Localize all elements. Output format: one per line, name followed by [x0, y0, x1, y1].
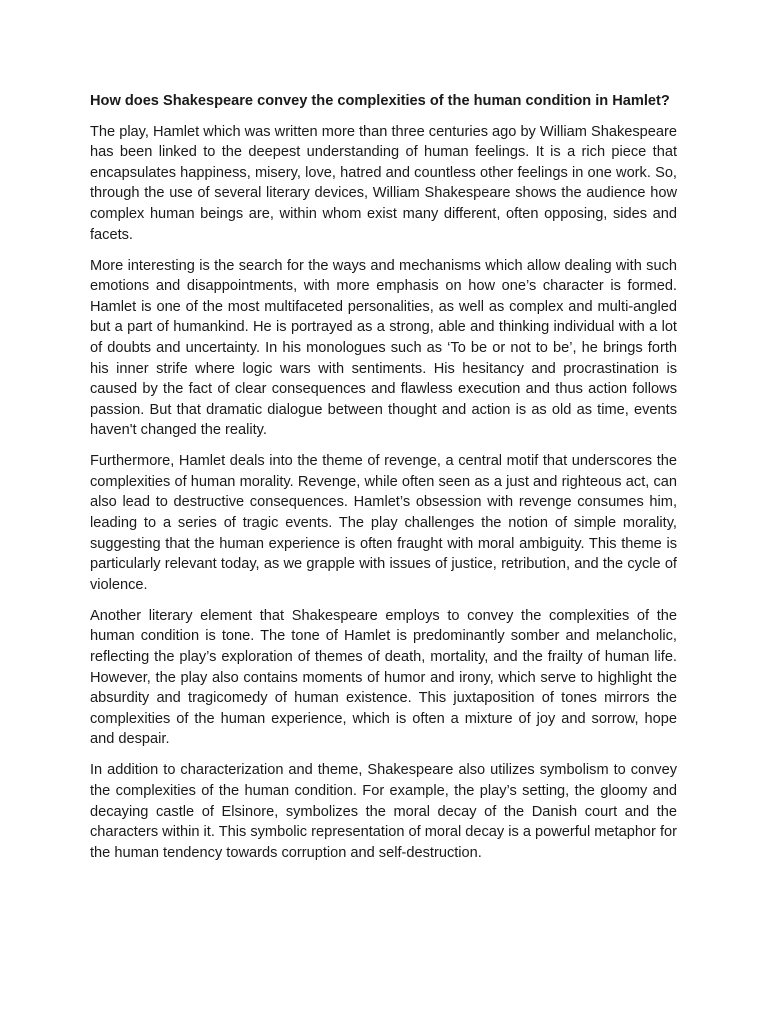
paragraph-5: In addition to characterization and theme, Shakespeare also utilizes symbolism to convey the complexities of the human condition. For example, the play’s setting, the gloomy and decaying castle of Elsinore, symbolizes the moral decay of the Danish court and the characters within it. This symbolic representation of moral decay is a powerful metaphor for the human tendency towards corruption and self-destruction. [90, 762, 677, 861]
paragraph-2: More interesting is the search for the ways and mechanisms which allow dealing with such emotions and disappointments, with more emphasis on how one’s character is formed. Hamlet is one of the most multifaceted personalities, as well as complex and multi-angled but a part of humankind. He is portrayed as a strong, able and thinking individual with a lot of doubts and uncertainty. In his monologues such as ‘To be or not to be’, he brings forth his inner strife where logic wars with sentiments. His hesitancy and procrastination is caused by the fact of clear consequences and flawless execution and thus action follows passion. But that dramatic dialogue between thought and action is as old as time, events haven't changed the reality. [90, 257, 677, 439]
document-title: How does Shakespeare convey the complexities of the human condition in Hamlet? [90, 93, 670, 109]
document-page [90, 91, 677, 874]
paragraph-3: Furthermore, Hamlet deals into the theme of revenge, a central motif that underscores the complexities of human morality. Revenge, while often seen as a just and righteous act, can also lead to destructive consequences. Hamlet’s obsession with revenge consumes him, leading to a series of tragic events. The play challenges the notion of simple morality, suggesting that the human experience is often fraught with moral ambiguity. This theme is particularly relevant today, as we grapple with issues of justice, retribution, and the cycle of violence. [90, 453, 677, 593]
paragraph-4: Another literary element that Shakespeare employs to convey the complexities of the human condition is tone. The tone of Hamlet is predominantly somber and melancholic, reflecting the play’s exploration of themes of death, mortality, and the frailty of human life. However, the play also contains moments of humor and irony, which serve to highlight the absurdity and tragicomedy of human existence. This juxtaposition of tones mirrors the complexities of the human experience, which is often a mixture of joy and sorrow, hope and despair. [90, 607, 677, 748]
paragraph-1: The play, Hamlet which was written more than three centuries ago by William Shakespeare has been linked to the deepest understanding of human feelings. It is a rich piece that encapsulates happiness, misery, love, hatred and countless other feelings in one work. So, through the use of several literary devices, William Shakespeare shows the audience how complex human beings are, within whom exist many different, often opposing, sides and facets. [90, 123, 677, 243]
